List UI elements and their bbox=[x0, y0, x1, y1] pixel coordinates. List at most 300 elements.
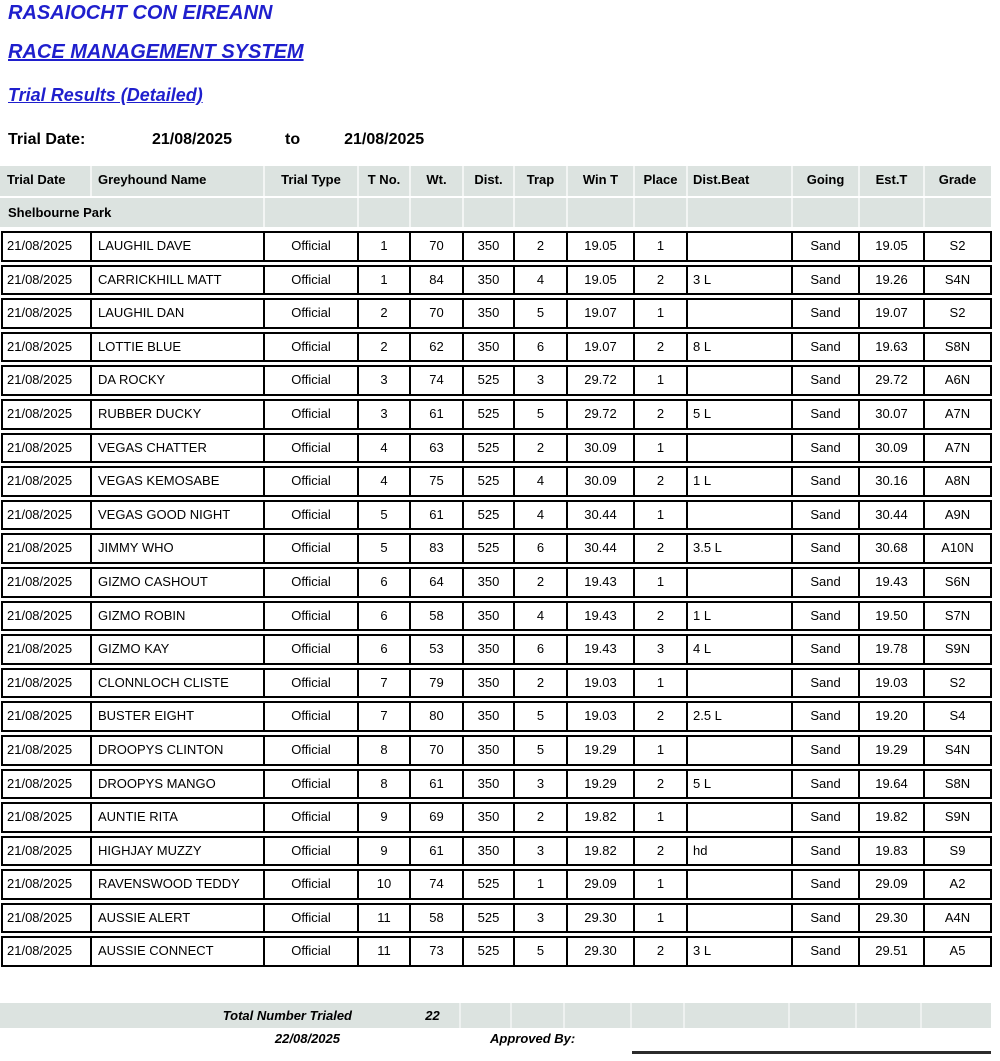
table-row bbox=[1, 265, 992, 296]
table-cell: 29.72 bbox=[566, 367, 633, 394]
table-cell: 19.78 bbox=[858, 636, 923, 663]
table-cell bbox=[686, 737, 791, 764]
table-cell: 3 bbox=[513, 367, 566, 394]
table-cell: 11 bbox=[357, 905, 409, 932]
table-cell: 11 bbox=[357, 938, 409, 965]
column-header: Trap bbox=[513, 166, 566, 196]
date-from: 21/08/2025 bbox=[152, 131, 233, 148]
print-date: 22/08/2025 bbox=[274, 1031, 340, 1046]
table-cell: 30.09 bbox=[566, 468, 633, 495]
table-cell: 3 L bbox=[686, 938, 791, 965]
table-cell: 2 bbox=[633, 703, 686, 730]
table-cell: 19.07 bbox=[566, 334, 633, 361]
footer-cell bbox=[683, 1003, 788, 1028]
table-cell: Sand bbox=[791, 670, 858, 697]
column-header: Trial Date bbox=[7, 172, 66, 187]
table-cell: Official bbox=[263, 569, 357, 596]
table-cell: 2 bbox=[513, 670, 566, 697]
table-cell: Sand bbox=[791, 267, 858, 294]
table-cell bbox=[686, 233, 791, 260]
table-cell: 29.30 bbox=[566, 938, 633, 965]
table-cell: 61 bbox=[409, 401, 462, 428]
table-cell: S7N bbox=[923, 603, 990, 630]
table-cell: 350 bbox=[462, 569, 513, 596]
table-cell: 1 bbox=[633, 670, 686, 697]
table-cell: Sand bbox=[791, 938, 858, 965]
table-cell: 6 bbox=[513, 334, 566, 361]
table-cell: 3 bbox=[513, 905, 566, 932]
table-cell: 21/08/2025 bbox=[7, 271, 73, 287]
table-cell: A7N bbox=[923, 401, 990, 428]
table-cell: 70 bbox=[409, 233, 462, 260]
table-cell: 7 bbox=[357, 670, 409, 697]
table-cell: A8N bbox=[923, 468, 990, 495]
table-cell: 8 bbox=[357, 737, 409, 764]
report-title: Trial Results (Detailed) bbox=[8, 85, 203, 105]
table-cell: CLONNLOCH CLISTE bbox=[90, 670, 263, 697]
table-cell: 1 bbox=[633, 569, 686, 596]
table-cell: 3 bbox=[633, 636, 686, 663]
table-cell: 29.09 bbox=[566, 871, 633, 898]
section-cell bbox=[263, 198, 357, 227]
section-cell bbox=[923, 198, 990, 227]
table-row bbox=[1, 433, 992, 464]
table-cell: 80 bbox=[409, 703, 462, 730]
table-cell: Official bbox=[263, 435, 357, 462]
table-cell: 69 bbox=[409, 804, 462, 831]
table-cell: 19.43 bbox=[566, 569, 633, 596]
table-cell: Official bbox=[263, 300, 357, 327]
table-cell: Sand bbox=[791, 737, 858, 764]
table-cell bbox=[686, 871, 791, 898]
table-cell: S2 bbox=[923, 670, 990, 697]
table-cell: 525 bbox=[462, 435, 513, 462]
table-cell: 5 bbox=[513, 401, 566, 428]
table-cell: 5 L bbox=[686, 401, 791, 428]
table-cell: 350 bbox=[462, 703, 513, 730]
table-row bbox=[1, 634, 992, 665]
table-cell: S9 bbox=[923, 838, 990, 865]
table-cell: 29.72 bbox=[566, 401, 633, 428]
trial-date-label: Trial Date: bbox=[8, 131, 86, 148]
table-cell: CARRICKHILL MATT bbox=[90, 267, 263, 294]
table-cell: 2 bbox=[633, 468, 686, 495]
table-cell: Official bbox=[263, 636, 357, 663]
table-cell: Official bbox=[263, 838, 357, 865]
table-cell: 6 bbox=[357, 603, 409, 630]
table-row bbox=[1, 836, 992, 867]
table-cell: S8N bbox=[923, 334, 990, 361]
table-cell: S2 bbox=[923, 233, 990, 260]
table-cell: 525 bbox=[462, 938, 513, 965]
table-cell: 19.05 bbox=[858, 233, 923, 260]
table-cell: 3 bbox=[513, 838, 566, 865]
table-cell: 19.82 bbox=[566, 838, 633, 865]
table-row bbox=[1, 802, 992, 833]
table-cell bbox=[686, 569, 791, 596]
table-cell: Official bbox=[263, 401, 357, 428]
table-cell: 1 bbox=[633, 871, 686, 898]
table-cell: S2 bbox=[923, 300, 990, 327]
table-cell: 6 bbox=[357, 569, 409, 596]
table-cell: 5 L bbox=[686, 771, 791, 798]
table-cell: 19.63 bbox=[858, 334, 923, 361]
table-cell: 21/08/2025 bbox=[7, 674, 73, 690]
table-cell: 21/08/2025 bbox=[7, 641, 73, 657]
footer-cell bbox=[510, 1003, 563, 1028]
table-row bbox=[1, 298, 992, 329]
table-cell: Sand bbox=[791, 300, 858, 327]
table-row bbox=[1, 399, 992, 430]
section-cell bbox=[791, 198, 858, 227]
footer-cell bbox=[563, 1003, 630, 1028]
table-cell: HIGHJAY MUZZY bbox=[90, 838, 263, 865]
table-cell: 21/08/2025 bbox=[7, 943, 73, 959]
table-cell: 10 bbox=[357, 871, 409, 898]
table-cell: 70 bbox=[409, 300, 462, 327]
table-cell: GIZMO ROBIN bbox=[90, 603, 263, 630]
table-cell: GIZMO CASHOUT bbox=[90, 569, 263, 596]
table-cell: S8N bbox=[923, 771, 990, 798]
table-cell: 21/08/2025 bbox=[7, 876, 73, 892]
table-cell: 21/08/2025 bbox=[7, 842, 73, 858]
table-cell: 19.82 bbox=[858, 804, 923, 831]
table-cell: 525 bbox=[462, 535, 513, 562]
table-cell: Sand bbox=[791, 401, 858, 428]
column-header: Wt. bbox=[409, 166, 462, 196]
table-cell: 30.09 bbox=[566, 435, 633, 462]
table-row bbox=[1, 365, 992, 396]
table-cell: 21/08/2025 bbox=[7, 741, 73, 757]
table-cell: 21/08/2025 bbox=[7, 405, 73, 421]
section-cell bbox=[686, 198, 791, 227]
table-cell: 3 L bbox=[686, 267, 791, 294]
table-cell: Official bbox=[263, 670, 357, 697]
table-cell: Sand bbox=[791, 435, 858, 462]
table-cell: LAUGHIL DAVE bbox=[90, 233, 263, 260]
table-cell: 9 bbox=[357, 838, 409, 865]
table-cell: Sand bbox=[791, 771, 858, 798]
table-cell: 5 bbox=[513, 938, 566, 965]
table-cell: 29.30 bbox=[858, 905, 923, 932]
table-cell: 21/08/2025 bbox=[7, 607, 73, 623]
table-cell: 21/08/2025 bbox=[7, 506, 73, 522]
table-cell: 1 bbox=[633, 905, 686, 932]
table-cell: 350 bbox=[462, 771, 513, 798]
footer-line bbox=[0, 1031, 1000, 1051]
table-cell: 350 bbox=[462, 636, 513, 663]
table-cell bbox=[686, 905, 791, 932]
table-cell: VEGAS KEMOSABE bbox=[90, 468, 263, 495]
table-cell bbox=[686, 502, 791, 529]
table-cell: 525 bbox=[462, 367, 513, 394]
table-cell: 2 bbox=[633, 838, 686, 865]
table-cell: 2 bbox=[633, 603, 686, 630]
table-cell: 4 bbox=[513, 502, 566, 529]
table-cell: 6 bbox=[513, 535, 566, 562]
table-cell: 1 L bbox=[686, 603, 791, 630]
table-cell: 21/08/2025 bbox=[7, 305, 73, 321]
table-cell: 58 bbox=[409, 603, 462, 630]
table-cell: Sand bbox=[791, 535, 858, 562]
table-cell: 19.26 bbox=[858, 267, 923, 294]
column-header: Dist.Beat bbox=[686, 166, 791, 196]
table-cell: LAUGHIL DAN bbox=[90, 300, 263, 327]
table-cell: 30.68 bbox=[858, 535, 923, 562]
table-cell: 21/08/2025 bbox=[7, 573, 73, 589]
table-cell: S9N bbox=[923, 804, 990, 831]
table-cell: Sand bbox=[791, 603, 858, 630]
table-cell: Official bbox=[263, 367, 357, 394]
table-cell: Official bbox=[263, 804, 357, 831]
table-cell: 30.44 bbox=[858, 502, 923, 529]
table-cell: Official bbox=[263, 535, 357, 562]
table-cell: S4 bbox=[923, 703, 990, 730]
table-row bbox=[1, 903, 992, 934]
table-cell: 8 L bbox=[686, 334, 791, 361]
table-cell: Official bbox=[263, 502, 357, 529]
table-cell: Sand bbox=[791, 838, 858, 865]
table-cell: Official bbox=[263, 938, 357, 965]
table-cell: S4N bbox=[923, 267, 990, 294]
table-cell: A10N bbox=[923, 535, 990, 562]
table-cell: S6N bbox=[923, 569, 990, 596]
table-cell: 2 bbox=[633, 938, 686, 965]
table-cell: 19.43 bbox=[566, 636, 633, 663]
column-header: Win T bbox=[566, 166, 633, 196]
table-cell: S9N bbox=[923, 636, 990, 663]
table-cell: 1 bbox=[513, 871, 566, 898]
section-cell bbox=[633, 198, 686, 227]
table-cell: A6N bbox=[923, 367, 990, 394]
table-cell: 4 L bbox=[686, 636, 791, 663]
table-cell: 5 bbox=[513, 703, 566, 730]
table-cell: A2 bbox=[923, 871, 990, 898]
table-cell: Sand bbox=[791, 468, 858, 495]
section-cell bbox=[409, 198, 462, 227]
table-cell: 3 bbox=[513, 771, 566, 798]
table-cell: Sand bbox=[791, 905, 858, 932]
table-cell: 29.72 bbox=[858, 367, 923, 394]
table-cell: Official bbox=[263, 703, 357, 730]
table-cell: 1 bbox=[357, 267, 409, 294]
table-cell: 525 bbox=[462, 401, 513, 428]
table-cell: 5 bbox=[357, 502, 409, 529]
table-row bbox=[1, 231, 992, 262]
table-cell: 83 bbox=[409, 535, 462, 562]
table-cell: 61 bbox=[409, 502, 462, 529]
table-cell: 350 bbox=[462, 670, 513, 697]
column-header: Place bbox=[633, 166, 686, 196]
table-cell: 4 bbox=[357, 468, 409, 495]
table-cell: Sand bbox=[791, 367, 858, 394]
table-cell: 3 bbox=[357, 401, 409, 428]
table-cell: 1 bbox=[633, 435, 686, 462]
table-cell: Sand bbox=[791, 233, 858, 260]
table-cell: S4N bbox=[923, 737, 990, 764]
table-cell: 1 bbox=[633, 502, 686, 529]
table-cell: 2 bbox=[633, 771, 686, 798]
table-cell: 2 bbox=[513, 569, 566, 596]
table-cell: 350 bbox=[462, 267, 513, 294]
total-trialed-value: 22 bbox=[425, 1008, 440, 1023]
table-cell: GIZMO KAY bbox=[90, 636, 263, 663]
table-cell: 9 bbox=[357, 804, 409, 831]
table-cell: 5 bbox=[513, 300, 566, 327]
table-cell: 1 bbox=[357, 233, 409, 260]
table-cell: 29.09 bbox=[858, 871, 923, 898]
table-cell: Sand bbox=[791, 569, 858, 596]
table-cell bbox=[686, 804, 791, 831]
column-header: Dist. bbox=[462, 166, 513, 196]
table-cell: 2.5 L bbox=[686, 703, 791, 730]
table-cell: 5 bbox=[357, 535, 409, 562]
table-row bbox=[1, 466, 992, 497]
footer-cell bbox=[459, 1003, 510, 1028]
table-cell: 525 bbox=[462, 905, 513, 932]
table-cell: 21/08/2025 bbox=[7, 338, 73, 354]
table-cell: 3.5 L bbox=[686, 535, 791, 562]
table-cell bbox=[686, 300, 791, 327]
table-cell: A7N bbox=[923, 435, 990, 462]
table-row bbox=[1, 567, 992, 598]
table-cell: A5 bbox=[923, 938, 990, 965]
total-trialed-label: Total Number Trialed bbox=[222, 1008, 352, 1023]
table-cell: VEGAS GOOD NIGHT bbox=[90, 502, 263, 529]
table-cell: 4 bbox=[513, 603, 566, 630]
table-cell bbox=[686, 367, 791, 394]
table-cell: 525 bbox=[462, 502, 513, 529]
footer-total-band bbox=[0, 1003, 991, 1028]
table-cell: 63 bbox=[409, 435, 462, 462]
table-row bbox=[1, 601, 992, 632]
column-header: Trial Type bbox=[263, 166, 357, 196]
table-cell: 75 bbox=[409, 468, 462, 495]
table-cell: 350 bbox=[462, 804, 513, 831]
table-cell: 29.51 bbox=[858, 938, 923, 965]
table-cell: 7 bbox=[357, 703, 409, 730]
table-cell: Official bbox=[263, 233, 357, 260]
table-header-row bbox=[0, 166, 991, 196]
table-cell: 19.50 bbox=[858, 603, 923, 630]
table-cell: Sand bbox=[791, 636, 858, 663]
table-cell: 2 bbox=[633, 401, 686, 428]
table-cell: 73 bbox=[409, 938, 462, 965]
table-cell: Sand bbox=[791, 804, 858, 831]
table-row bbox=[1, 769, 992, 800]
table-cell: 19.05 bbox=[566, 267, 633, 294]
footer-cell bbox=[630, 1003, 683, 1028]
table-cell: LOTTIE BLUE bbox=[90, 334, 263, 361]
column-header: Est.T bbox=[858, 166, 923, 196]
table-cell: 2 bbox=[633, 535, 686, 562]
table-cell: 21/08/2025 bbox=[7, 473, 73, 489]
table-cell: AUNTIE RITA bbox=[90, 804, 263, 831]
table-cell: 4 bbox=[513, 468, 566, 495]
table-cell: 84 bbox=[409, 267, 462, 294]
table-row bbox=[1, 701, 992, 732]
table-cell: 2 bbox=[513, 233, 566, 260]
column-header: Grade bbox=[923, 166, 990, 196]
table-cell: Official bbox=[263, 737, 357, 764]
table-cell: Sand bbox=[791, 871, 858, 898]
table-cell: VEGAS CHATTER bbox=[90, 435, 263, 462]
footer-cell bbox=[920, 1003, 987, 1028]
table-cell: 19.43 bbox=[566, 603, 633, 630]
table-cell: 3 bbox=[357, 367, 409, 394]
table-cell: 79 bbox=[409, 670, 462, 697]
footer-cell bbox=[855, 1003, 920, 1028]
table-cell: 350 bbox=[462, 300, 513, 327]
table-cell: 19.29 bbox=[566, 737, 633, 764]
approved-by-label: Approved By: bbox=[490, 1031, 576, 1046]
table-cell: 1 bbox=[633, 804, 686, 831]
table-row bbox=[1, 869, 992, 900]
table-cell: 2 bbox=[513, 435, 566, 462]
to-label: to bbox=[285, 131, 301, 148]
table-cell: 2 bbox=[633, 334, 686, 361]
table-cell: 19.82 bbox=[566, 804, 633, 831]
table-cell: 5 bbox=[513, 737, 566, 764]
table-cell: 19.07 bbox=[566, 300, 633, 327]
org-title: RASAIOCHT CON EIREANN bbox=[8, 2, 273, 24]
table-cell: 19.07 bbox=[858, 300, 923, 327]
table-cell: 19.43 bbox=[858, 569, 923, 596]
table-cell: 53 bbox=[409, 636, 462, 663]
table-cell bbox=[686, 435, 791, 462]
table-cell: 1 bbox=[633, 300, 686, 327]
table-cell: DROOPYS MANGO bbox=[90, 771, 263, 798]
table-cell: 6 bbox=[357, 636, 409, 663]
table-cell: 21/08/2025 bbox=[7, 439, 73, 455]
column-header: Greyhound Name bbox=[90, 166, 263, 196]
table-cell: 19.03 bbox=[566, 670, 633, 697]
table-cell: 21/08/2025 bbox=[7, 372, 73, 388]
table-cell: 61 bbox=[409, 838, 462, 865]
date-to: 21/08/2025 bbox=[344, 131, 425, 148]
table-cell: 350 bbox=[462, 737, 513, 764]
section-row bbox=[0, 198, 991, 227]
table-cell: 525 bbox=[462, 468, 513, 495]
system-title: RACE MANAGEMENT SYSTEM bbox=[8, 41, 304, 63]
section-cell bbox=[357, 198, 409, 227]
column-header: T No. bbox=[357, 166, 409, 196]
table-cell: 1 bbox=[633, 737, 686, 764]
table-cell: hd bbox=[686, 838, 791, 865]
table-cell: 70 bbox=[409, 737, 462, 764]
table-cell: Official bbox=[263, 334, 357, 361]
table-row bbox=[1, 533, 992, 564]
table-cell: 21/08/2025 bbox=[7, 775, 73, 791]
table-cell: 30.44 bbox=[566, 502, 633, 529]
table-cell: Official bbox=[263, 468, 357, 495]
table-row bbox=[1, 332, 992, 363]
table-cell: Official bbox=[263, 603, 357, 630]
table-cell: 21/08/2025 bbox=[7, 809, 73, 825]
table-row bbox=[1, 936, 992, 967]
table-cell: 2 bbox=[513, 804, 566, 831]
table-cell: 525 bbox=[462, 871, 513, 898]
signature-line bbox=[632, 1051, 991, 1054]
table-cell: 64 bbox=[409, 569, 462, 596]
table-cell: 1 bbox=[633, 233, 686, 260]
table-cell: 61 bbox=[409, 771, 462, 798]
table-cell: 2 bbox=[633, 267, 686, 294]
section-name: Shelbourne Park bbox=[8, 205, 112, 220]
table-row bbox=[1, 735, 992, 766]
table-cell: 29.30 bbox=[566, 905, 633, 932]
table-cell: Official bbox=[263, 771, 357, 798]
